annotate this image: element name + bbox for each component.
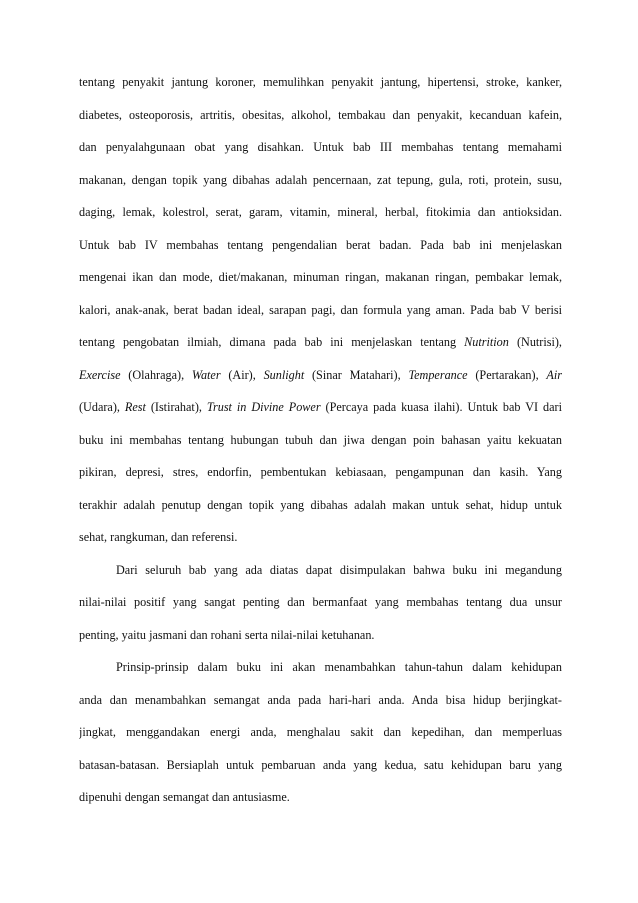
text-line (79, 755, 562, 788)
text-span: (Olahraga), (120, 367, 192, 382)
text-line (79, 462, 562, 495)
text-line (79, 202, 562, 235)
text-span: dipenuhi dengan semangat dan antusiasme. (79, 790, 290, 804)
italic-text-span: Water (191, 367, 221, 382)
text-line (79, 722, 562, 755)
text-line (79, 332, 562, 365)
paragraph (79, 72, 562, 560)
text-line (79, 365, 562, 398)
text-span: dan penyalahgunaan obat yang disahkan. Untuk bab III membahas tentang memahami (79, 140, 562, 154)
text-span: sehat, rangkuman, dan referensi. (79, 530, 238, 544)
text-span: (Sinar Matahari), (304, 367, 409, 382)
text-span: (Percaya pada kuasa ilahi). Untuk bab VI dari (320, 400, 562, 414)
text-span: jingkat, menggandakan energi anda, menghalau sakit dan kepedihan, dan memperluas (79, 725, 562, 739)
text-line (79, 397, 562, 430)
text-span: (Istirahat), (145, 400, 207, 414)
text-span: (Udara), (79, 400, 125, 414)
text-span: daging, lemak, kolestrol, serat, garam, vitamin, mineral, herbal, fitokimia dan antioksidan. (79, 205, 562, 219)
text-span: Untuk bab IV membahas tentang pengendalian berat badan. Pada bab ini menjelaskan (79, 237, 562, 252)
text-span: (Air), (220, 367, 264, 382)
text-span: tentang penyakit jantung koroner, memulihkan penyakit jantung, hipertensi, stroke, kanker, (79, 75, 562, 89)
italic-text-span: Exercise (79, 367, 121, 382)
italic-text-span: Trust in Divine Power (206, 400, 321, 414)
text-span: (Nutrisi), (508, 335, 562, 349)
text-line (79, 560, 562, 593)
text-line (79, 690, 562, 723)
text-span: diabetes, osteoporosis, artritis, obesitas, alkohol, tembakau dan penyakit, kecanduan kafein, (79, 107, 562, 122)
text-line (79, 105, 562, 138)
text-span: Dari seluruh bab yang ada diatas dapat disimpulakan bahwa buku ini megandung (116, 562, 562, 577)
italic-text-span: Rest (124, 400, 146, 414)
text-span: Prinsip-prinsip dalam buku ini akan menambahkan tahun-tahun dalam kehidupan (116, 660, 562, 674)
text-line (79, 625, 562, 658)
text-span: nilai-nilai positif yang sangat penting dan bermanfaat yang membahas tentang dua unsur (79, 595, 562, 609)
paragraph (79, 657, 562, 820)
text-span: penting, yaitu jasmani dan rohani serta nilai-nilai ketuhanan. (79, 627, 375, 642)
paragraph (79, 560, 562, 658)
text-line (79, 137, 562, 170)
text-line (79, 657, 562, 690)
text-line (79, 267, 562, 300)
text-span: buku ini membahas tentang hubungan tubuh dan jiwa dengan poin bahasan yaitu kekuatan (79, 432, 562, 447)
text-span: makanan, dengan topik yang dibahas adalah pencernaan, zat tepung, gula, roti, protein, susu, (79, 172, 562, 187)
text-line (79, 787, 562, 820)
italic-text-span: Temperance (408, 367, 468, 382)
text-line (79, 235, 562, 268)
text-line (79, 592, 562, 625)
text-span: terakhir adalah penutup dengan topik yang dibahas adalah makan untuk sehat, hidup untuk (79, 497, 562, 512)
text-span: (Pertarakan), (467, 367, 547, 382)
text-line (79, 527, 562, 560)
italic-text-span: Air (546, 367, 562, 382)
text-line (79, 430, 562, 463)
text-line (79, 300, 562, 333)
text-span: anda dan menambahkan semangat anda pada hari-hari anda. Anda bisa hidup berjingkat- (79, 692, 562, 707)
text-span: batasan-batasan. Bersiaplah untuk pembaruan anda yang kedua, satu kehidupan baru yang (79, 757, 562, 772)
text-line (79, 170, 562, 203)
text-line (79, 495, 562, 528)
text-span: tentang pengobatan ilmiah, dimana pada bab ini menjelaskan tentang (79, 335, 465, 349)
text-line (79, 72, 562, 105)
italic-text-span: Nutrition (464, 335, 509, 349)
italic-text-span: Sunlight (263, 367, 305, 382)
text-span: kalori, anak-anak, berat badan ideal, sarapan pagi, dan formula yang aman. Pada bab V berisi (79, 302, 562, 317)
body-text (79, 72, 562, 820)
text-span: mengenai ikan dan mode, diet/makanan, minuman ringan, makanan ringan, pembakar lemak, (79, 270, 562, 284)
text-span: pikiran, depresi, stres, endorfin, pembentukan kebiasaan, pengampunan dan kasih. Yang (79, 465, 562, 479)
